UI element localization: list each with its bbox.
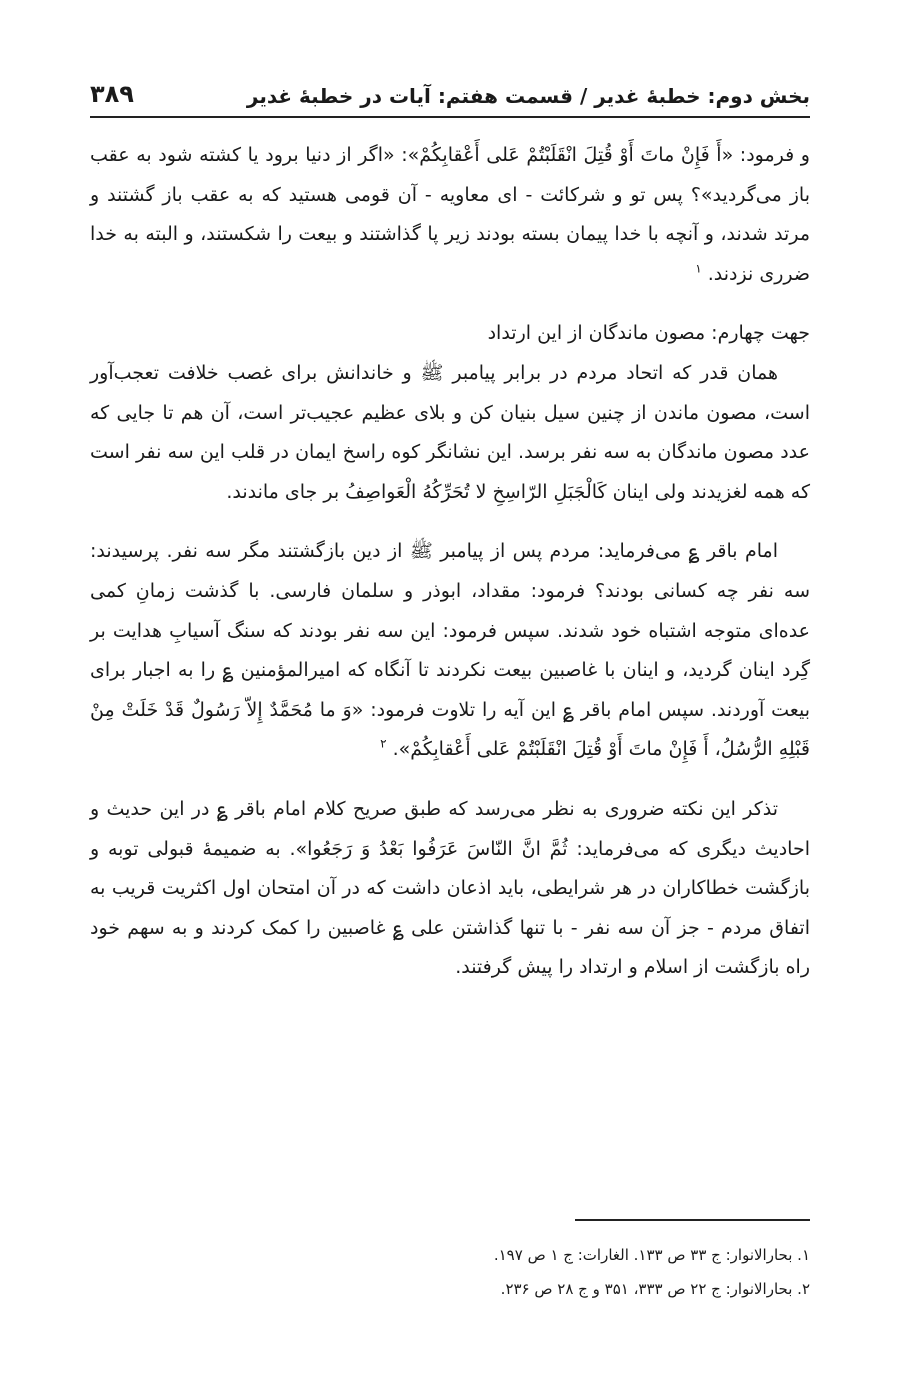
footnote-1: ۱. بحارالانوار: ج ۳۳ ص ۱۳۳. الغارات: ج ۱ ص ۱۹۷. bbox=[493, 1246, 810, 1264]
section-heading bbox=[90, 314, 810, 354]
running-title: بخش دوم: خطبۀ غدیر / قسمت هفتم: آیات در خطبۀ غدیر bbox=[246, 84, 810, 108]
footnote-rule bbox=[575, 1219, 810, 1221]
paragraph-3 bbox=[90, 532, 810, 770]
paragraph-text: همان قدر که اتحاد مردم در برابر پیامبر ﷺ و خاندانش برای غصب خلافت تعجب‌آور است، مصون ماندن از چنین سیل بنیان کن و بلای عظیم عجیب‌تر است، آن هم تا جایی که عدد مصون ماندگان به سه نفر برسد. این نشانگر کوه راسخ ایمان در قلب این سه نفر است که همه لغزیدند ولی اینان کَالْجَبَلِ الرّاسِخِ لا تُحَرِّکُهُ الْعَواصِفُ بر جای ماندند. bbox=[90, 361, 810, 503]
paragraph-text: و فرمود: «أَ فَإِنْ ماتَ أَوْ قُتِلَ انْقَلَبْتُمْ عَلی أَعْقابِکُمْ»: «اگر از دنیا برود یا کشته شود به عقب باز می‌گردید»؟ پس تو و شرکائت - ای معاویه - آن قومی هستید که به عقب باز گشتند و مرتد شدند، و آنچه با خدا پیمان بسته بودند زیر پا گذاشتند و بیعت را شکستند، و البته به خدا ضرری نزدند. bbox=[90, 144, 810, 285]
section-heading-text: جهت چهارم: مصون ماندگان از این ارتداد bbox=[487, 322, 810, 345]
footnote-ref-1: ۱ bbox=[695, 261, 702, 276]
paragraph-text: امام باقر ؏ می‌فرماید: مردم پس از پیامبر ﷺ از دین بازگشتند مگر سه نفر. پرسیدند: سه نفر چه کسانی بودند؟ فرمود: مقداد، ابوذر و سلمان فارسی. با گذشت زمانِ کمی عده‌ای متوجه اشتباه خود شدند. سپس فرمود: این سه نفر بودند که سنگ آسیابِ هدایت بر گِرد اینان گردید، و اینان با غاصبین بیعت نکردند تا آنگاه که امیرالمؤمنین ؏ را به اجبار برای بیعت آوردند. سپس امام باقر ؏ این آیه را تلاوت فرمود: «وَ ما مُحَمَّدٌ إِلاّ رَسُولٌ قَدْ خَلَتْ مِنْ قَبْلِهِ الرُّسُلُ، أَ فَإِنْ ماتَ أَوْ قُتِلَ انْقَلَبْتُمْ عَلی أَعْقابِکُمْ». bbox=[90, 540, 810, 761]
paragraph-2 bbox=[90, 354, 810, 512]
page-header bbox=[90, 68, 810, 108]
footnotes bbox=[90, 1238, 810, 1306]
paragraph-1 bbox=[90, 136, 810, 294]
body-text bbox=[90, 136, 810, 988]
paragraph-text: تذکر این نکته ضروری به نظر می‌رسد که طبق صریح کلام امام باقر ؏ در این حدیث و احادیث دیگری که می‌فرماید: ثُمَّ انَّ النّاسَ عَرَفُوا بَعْدُ وَ رَجَعُوا». به ضمیمۀ قبولی توبه و بازگشت خطاکاران در هر شرایطی، باید اذعان داشت که در آن امتحان اول اکثریت قریب به اتفاق مردم - جز آن سه نفر - با تنها گذاشتن علی ؏ غاصبین را کمک کردند و به سهم خود راه بازگشت از اسلام و ارتداد را پیش گرفتند. bbox=[90, 797, 810, 979]
footnote-ref-2: ۲ bbox=[380, 736, 387, 751]
footnote-2: ۲. بحارالانوار: ج ۲۲ ص ۳۳۳، ۳۵۱ و ج ۲۸ ص ۲۳۶. bbox=[500, 1280, 810, 1298]
page-number: ۳۸۹ bbox=[90, 80, 134, 108]
paragraph-4 bbox=[90, 790, 810, 988]
header-rule bbox=[90, 116, 810, 118]
